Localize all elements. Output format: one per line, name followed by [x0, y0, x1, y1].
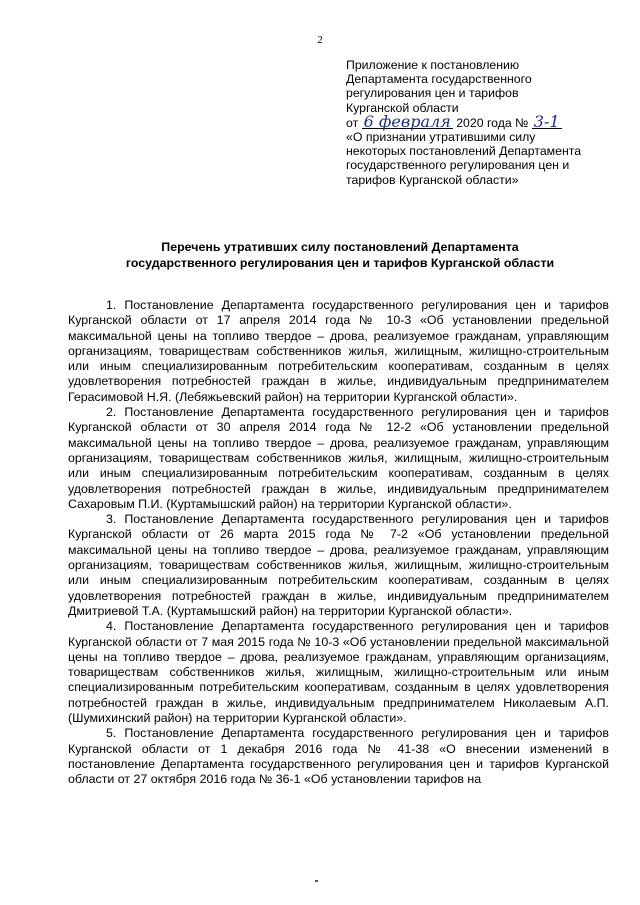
appendix-line-1: Приложение к постановлению — [346, 58, 520, 72]
page-number: 2 — [317, 34, 323, 46]
appendix-header — [346, 58, 616, 187]
title-line-2: государственного регулирования цен и тарифов Курганской области — [125, 255, 555, 270]
year-text: 2020 года № — [456, 115, 529, 130]
title-line-1: Перечень утративших силу постановлений Департамента — [161, 240, 519, 254]
list-item: 2. Постановление Департамента государственного регулирования цен и тарифов Курганской области от 30 апреля 2014 года № 12-2 «Об установлении предельной максимальной цены на топливо твердое – дрова, реализуемое гражданам, управляющим организациям, товариществам собственников жилья, жилищным, жилищно-строительным или иным специализированным потребительским кооперативам, созданным в целях удовлетворения потребностей граждан в жилье, индивидуальным предпринимателем Сахаровым П.И. (Куртамышский район) на территории Курганской области». — [68, 405, 609, 511]
appendix-date-line — [346, 111, 616, 131]
list-item: 3. Постановление Департамента государственного регулирования цен и тарифов Курганской области от 26 марта 2015 года № 7-2 «Об установлении предельной максимальной цены на топливо твердое – дрова, реализуемое гражданам, управляющим организациям, товариществам собственников жилья, жилищным, жилищно-строительным или иным специализированным потребительским кооперативам, созданным в целях удовлетворения потребностей граждан в жилье, индивидуальным предпринимателем Дмитриевой Т.А. (Куртамышский район) на территории Курганской области». — [68, 512, 609, 618]
appendix-line-9: тарифов Курганской области» — [346, 172, 519, 187]
page-mark — [315, 880, 318, 882]
document-title — [60, 240, 620, 271]
appendix-line-6: «О признании утратившими силу — [346, 130, 536, 145]
list-item: 5. Постановление Департамента государственного регулирования цен и тарифов Курганской области от 1 декабря 2016 года № 41-38 «О внесении изменений в постановление Департамента государственного регулирования цен и тарифов Курганской области от 27 октября 2016 года № 36-1 «Об установлении тарифов на — [68, 726, 609, 787]
appendix-line-4: Курганской области — [346, 100, 459, 115]
handwritten-date: 6 февраля — [363, 111, 451, 131]
list-item: 4. Постановление Департамента государственного регулирования цен и тарифов Курганской области от 7 мая 2015 года № 10-3 «Об установлении предельной максимальной цены на топливо твердое – дрова, реализуемое гражданам, управляющим организациям, товариществам собственников жилья, жилищным, жилищно-строительным или иным специализированным потребительским кооперативам, созданным в целях удовлетворения потребностей граждан в жилье, индивидуальным предпринимателем Николаевым А.П. (Шумихинский район) на территории Курганской области». — [68, 619, 609, 726]
handwritten-number: 3-1 — [533, 111, 560, 131]
appendix-line-3: регулирования цен и тарифов — [346, 86, 519, 101]
appendix-line-8: государственного регулирования цен и — [346, 158, 570, 173]
list-item: 1. Постановление Департамента государственного регулирования цен и тарифов Курганской области от 17 апреля 2014 года № 10-3 «Об установлении предельной максимальной цены на топливо твердое – дрова, реализуемое гражданам, управляющим организациям, товариществам собственников жилья, жилищным, жилищно-строительным или иным специализированным потребительским кооперативам, созданным в целях удовлетворения потребностей граждан в жилье, индивидуальным предпринимателем Герасимовой Н.Я. (Лебяжьевский район) на территории Курганской области». — [68, 298, 609, 404]
document-body — [68, 298, 609, 788]
appendix-line-2: Департамента государственного — [346, 72, 532, 87]
from-label: от — [346, 115, 359, 130]
appendix-line-7: некоторых постановлений Департамента — [346, 144, 582, 159]
